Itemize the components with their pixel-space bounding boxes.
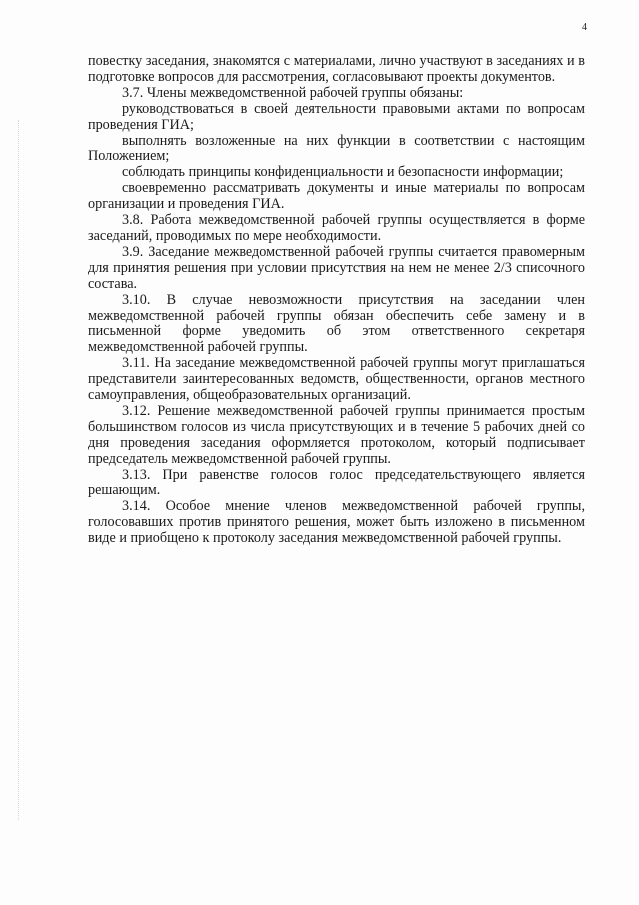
duty-item-review-documents: своевременно рассматривать документы и иные материалы по вопросам организации и проведения ГИА. xyxy=(88,180,585,213)
paragraph-3-14: 3.14. Особое мнение членов межведомственной рабочей группы, голосовавших против принятого решения, может быть изложено в письменном виде и приобщено к протоколу заседания межведомственной рабочей группы. xyxy=(88,498,585,547)
duty-item-confidentiality: соблюдать принципы конфиденциальности и безопасности информации; xyxy=(122,164,564,181)
paragraph-3-11: 3.11. На заседание межведомственной рабочей группы могут приглашаться представители заинтересованных ведомств, общественности, органов местного самоуправления, общеобразовательных организаций. xyxy=(88,355,585,404)
paragraph-3-8: 3.8. Работа межведомственной рабочей группы осуществляется в форме заседаний, проводимых по мере необходимости. xyxy=(88,212,585,244)
duty-item-legal-acts: руководствоваться в своей деятельности правовыми актами по вопросам проведения ГИА; xyxy=(88,100,585,133)
paragraph-continuation: повестку заседания, знакомятся с материалами, лично участвуют в заседаниях и в подготовке вопросов для рассмотрения, согласовывают проекты документов. xyxy=(88,53,585,85)
paragraph-3-12: 3.12. Решение межведомственной рабочей группы принимается простым большинством голосов из числа присутствующих и в течение 5 рабочих дней со дня проведения заседания оформляется протоколом, который подписывает председатель межведомственной рабочей группы. xyxy=(88,402,585,467)
paragraph-3-13: 3.13. При равенстве голосов голос председательствующего является решающим. xyxy=(88,466,585,499)
paragraph-3-9: 3.9. Заседание межведомственной рабочей группы считается правомерным для принятия решения при условии присутствия на нем не менее 2/3 списочного состава. xyxy=(88,243,585,292)
scan-edge-artifact xyxy=(18,120,21,820)
paragraph-3-7: 3.7. Члены межведомственной рабочей группы обязаны: xyxy=(122,84,464,101)
paragraph-3-10: 3.10. В случае невозможности присутствия на заседании член межведомственной рабочей группы обязан обеспечить себе замену и в письменной форме уведомить об этом ответственного секретаря межведомственной рабочей группы. xyxy=(88,291,585,356)
page-number: 4 xyxy=(582,22,587,33)
document-body xyxy=(88,54,585,547)
duty-item-functions: выполнять возложенные на них функции в соответствии с настоящим Положением; xyxy=(88,132,585,165)
